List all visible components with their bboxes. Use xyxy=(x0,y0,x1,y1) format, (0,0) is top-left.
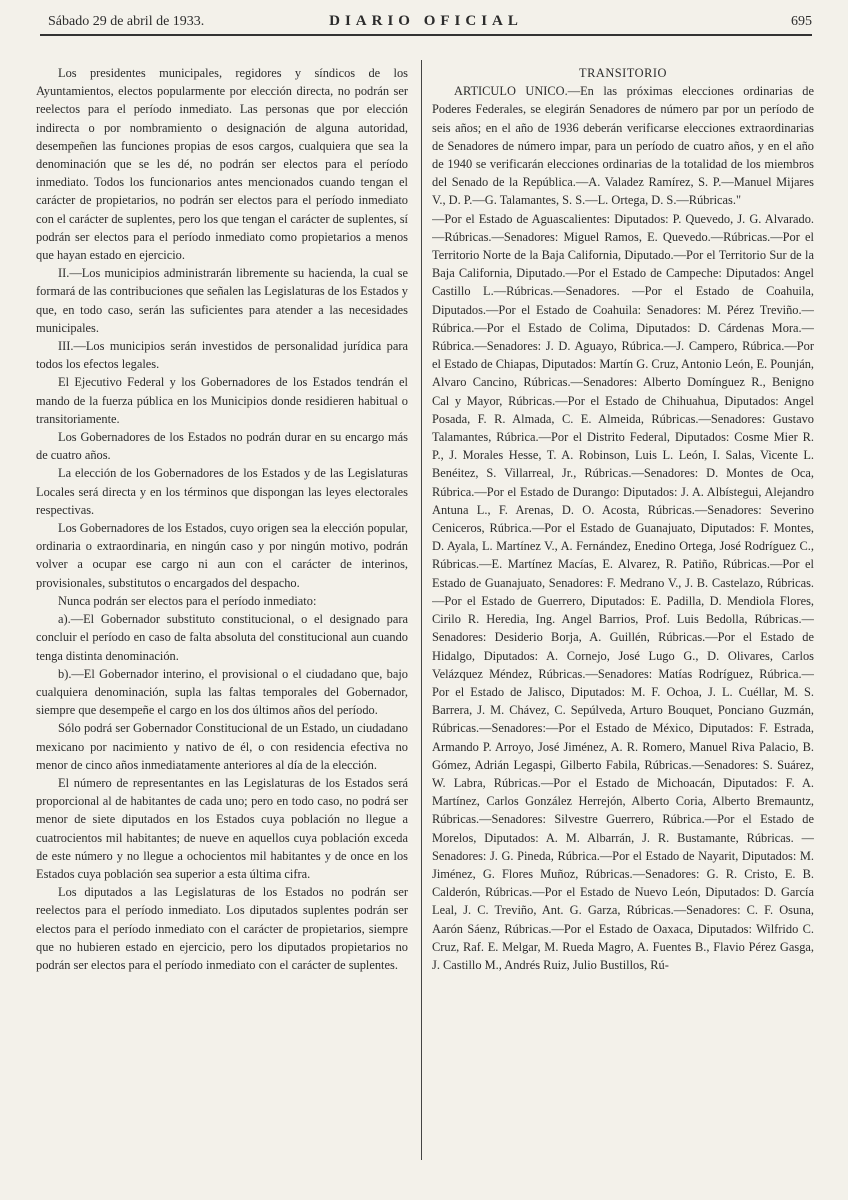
paragraph: La elección de los Gobernadores de los Estados y de las Legislaturas Locales será directa y en los términos que dispongan las leyes electorales respectivas. xyxy=(36,466,408,517)
paragraph: Sólo podrá ser Gobernador Constitucional de un Estado, un ciudadano mexicano por nacimiento y nativo de él, o con residencia efectiva no menor de cinco años inmediatamente anteriores al día de la elección. xyxy=(36,721,408,772)
paragraph: El número de representantes en las Legislaturas de los Estados será proporcional al de habitantes de cada uno; pero en todo caso, no podrá ser menor de siete diputados en los Estados cuya población no llegue a cuatrocientos mil habitantes; de nueve en aquellos cuya población exceda de este número y no llegue a ochocientos mil habitantes y de once en los Estados cuya población sea superior a esta última cifra. xyxy=(36,775,408,881)
paragraph: Los presidentes municipales, regidores y síndicos de los Ayuntamientos, electos popularmente por elección directa, no podrán ser reelectos para el período inmediato. Las personas que por elección indirecta o por nombramiento o designación de alguna autoridad, desempeñen las funciones propias de esos cargos, cualquiera que sea la denominación que se les dé, no podrán ser electos para el período inmediato. Todos los funcionarios antes mencionados cuando tengan el carácter de propietarios, no podrán ser electos para el período inmediato con el carácter de suplentes, pero los que tengan el carácter de suplentes, sí podrán ser electos para el período inmediato como propietarios a menos que hayan estado en ejercicio. xyxy=(36,66,408,263)
header-date: Sábado 29 de abril de 1933. xyxy=(48,14,205,29)
right-column xyxy=(432,64,814,1154)
paragraph: El Ejecutivo Federal y los Gobernadores de los Estados tendrán el mando de la fuerza pública en los Municipios donde residieren habitual o transitoriamente. xyxy=(36,375,408,426)
paragraph: Los Gobernadores de los Estados, cuyo origen sea la elección popular, ordinaria o extraordinaria, en ningún caso y por ningún motivo, podrán volver a ocupar ese cargo ni aun con el carácter de interinos, provisionales, substitutos o encargados del despacho. xyxy=(36,521,408,590)
page-header xyxy=(40,12,812,36)
signatures-text: —Por el Estado de Aguascalientes: Diputados: P. Quevedo, J. G. Alvarado.—Rúbricas.—Senadores: Miguel Ramos, E. Quevedo.—Rúbricas.—Por el Territorio Norte de la Baja California, Diputado.—Por el Territorio Sur de la Baja California, Diputado.—Por el Estado de Campeche: Diputados: Angel Castillo L.—Rúbricas.—Senadores. —Por el Estado de Coahuila, Diputados.—Por el Estado de Coahuila: Senadores: M. Pérez Treviño.—Rúbrica.—Por el Estado de Colima, Diputados: D. Cárdenas Mora.—Rúbrica.—Senadores: J. D. Aguayo, Rúbrica.—J. Campero, Rúbrica.—Por el Estado de Chiapas, Diputados: Martín G. Cruz, Antonio León, E. Pounján, Alvaro Cancino, Rúbricas.—Senadores: Alberto Domínguez R., Benigno Cal y Mayor, Rúbricas.—Por el Estado de Chihuahua, Diputados: Angel Posada, F. R. Almada, C. E. Almeida, Rúbricas.—Senadores: Gustavo Talamantes, Rúbrica.—Por el Distrito Federal, Diputados: Cosme Mier R. P., J. Morales Hesse, T. A. Robinson, Luis L. León, I. Salas, Vicente L. Benéitez, S. Villarreal, Jr., Rúbricas.—Senadores: D. Montes de Oca, Rúbrica.—Por el Estado de Durango: Diputados: J. A. Albístegui, Alejandro Antuna L., F. Arenas, D. O. Acosta, Rúbricas.—Senadores: Severino Ceniceros, Rúbrica.—Por el Estado de Guanajuato, Diputados: F. Montes, D. Ayala, L. Martínez V., A. Fernández, Enedino Ortega, José Rodríguez C., Rúbricas.—E. Martínez Macías, E. Alvarez, R. Patiño, Rúbricas.—Por el Estado de Guanajuato, Senadores: F. Medrano V., J. B. Castelazo, Rúbricas.—Por el Estado de Guerrero, Diputados: E. Padilla, D. Mendiola Flores, Cirilo R. Heredia, Ing. Angel Barrios, Prof. Luis Bedolla, Rúbricas.—Senadores: Desiderio Borja, A. Guillén, Rúbricas.—Por el Estado de Hidalgo, Diputados: A. Cornejo, José Lugo G., D. Olivares, Carlos Velázquez Méndez, Rúbricas.—Senadores: Matías Rodríguez, Rúbrica.—Por el Estado de Jalisco, Diputados: M. F. Ochoa, J. L. Cuéllar, M. S. Barrera, J. M. Chávez, C. Sepúlveda, Arturo Bouquet, Ponciano Guzmán, Rúbricas.—Senadores:—Por el Estado de México, Diputados: F. Estrada, Armando P. Arroyo, José Jiménez, A. R. Romero, Manuel Riva Palacio, B. Gómez, Adrián Legaspi, Gilberto Fabila, Rúbricas.—Senadores: S. Suárez, W. Labra, Rúbricas.—Por el Estado de Michoacán, Diputados: F. A. Martínez, Carlos González Herrejón, Alberto Coria, Alberto Bremauntz, Rúbricas.—Senadores: Silvestre Guerrero, Rúbrica.—Por el Estado de Morelos, Diputados: A. M. Albarrán, J. R. Bustamante, Rúbricas. —Senadores: J. G. Pineda, Rúbrica.—Por el Estado de Nayarit, Diputados: M. Jiménez, G. Flores Muñoz, Rúbricas.—Senadores: G. R. Cristo, E. B. Calderón, Rúbricas.—Por el Estado de Nuevo León, Diputados: D. García Leal, J. C. Treviño, Ant. G. Garza, Rúbricas.—Senadores: C. F. Osuna, Aarón Sáenz, Rúbricas.—Por el Estado de Oaxaca, Diputados: Wilfrido C. Cruz, Raf. E. Melgar, M. Rueda Magro, A. Fuentes B., Flavio Pérez Gasga, J. Castillo M., Andrés Ruiz, Julio Bustillos, Rú- xyxy=(432,211,814,972)
article-text: ARTICULO UNICO.—En las próximas elecciones ordinarias de Poderes Federales, se elegirán Senadores de número par por un período de seis años; en el año de 1936 deberán verificarse elecciones extraordinarias de Senadores de número impar, para un período de cuatro años, y en el año de 1940 se verificarán elecciones ordinarias de la totalidad de los miembros del Senado de la República.—A. Valadez Ramírez, S. P.—Manuel Mijares V., D. P.—G. Talamantes, S. S.—L. Ortega, D. S.—Rúbricas." xyxy=(432,84,814,208)
section-heading: TRANSITORIO xyxy=(579,66,667,80)
column-divider xyxy=(421,60,422,1160)
paragraph: Nunca podrán ser electos para el período inmediato: xyxy=(58,593,317,608)
page-number: 695 xyxy=(791,14,812,29)
paragraph: a).—El Gobernador substituto constitucional, o el designado para concluir el período en caso de falta absoluta del constitucional aun cuando tenga distinta denominación. xyxy=(36,612,408,663)
newspaper-title: DIARIO OFICIAL xyxy=(329,13,523,29)
paragraph: Los diputados a las Legislaturas de los Estados no podrán ser reelectos para el período inmediato. Los diputados suplentes podrán ser electos para el período inmediato con el carácter de propietarios, siempre que no hubieren estado en ejercicio, pero los diputados propietarios no podrán ser electos para el período inmediato con el carácter de suplentes. xyxy=(36,885,408,972)
paragraph: b).—El Gobernador interino, el provisional o el ciudadano que, bajo cualquiera denominación, supla las faltas temporales del Gobernador, siempre que desempeñe el cargo en los dos últimos años del período. xyxy=(36,666,408,718)
left-column xyxy=(36,64,408,1154)
paragraph: II.—Los municipios administrarán libremente su hacienda, la cual se formará de las contribuciones que señalen las Legislaturas de los Estados y que, en todo caso, serán las suficientes para atender a las necesidades municipales. xyxy=(36,266,408,335)
paragraph: III.—Los municipios serán investidos de personalidad jurídica para todos los efectos legales. xyxy=(36,339,408,372)
paragraph: Los Gobernadores de los Estados no podrán durar en su encargo más de cuatro años. xyxy=(36,430,408,463)
